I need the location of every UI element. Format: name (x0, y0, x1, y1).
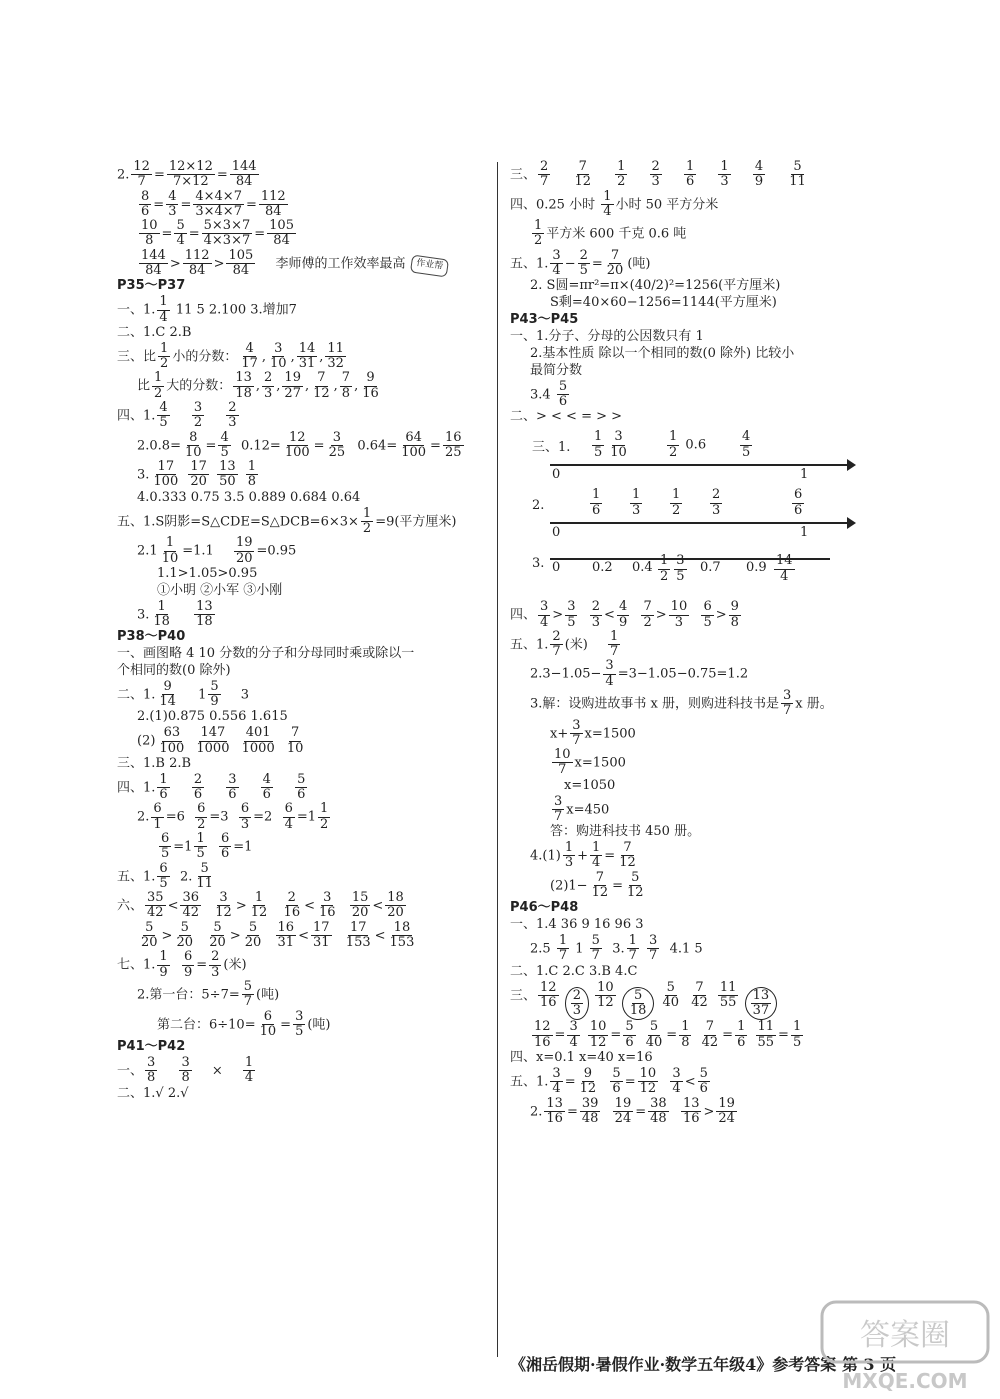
answer-line: 2.(1)0.875 0.556 1.615 (137, 709, 288, 725)
watermark-url: MXQE.COM (842, 1369, 968, 1393)
answer-text: x=450 (566, 801, 610, 817)
number-line-axis (550, 464, 850, 466)
answer-line: 2. S圆=πr²=π×(40/2)²=1256(平方厘米) (530, 278, 781, 294)
section-heading: P41～P42 (117, 1039, 186, 1055)
answer-text: 11 5 2.100 3.增加7 (175, 302, 297, 318)
answer-text: 李师傅的工作效率最高 (275, 256, 406, 272)
answer-text: 五、1. (510, 256, 549, 272)
arrow-icon (847, 459, 856, 471)
answer-text: 2.3−1.05− (530, 666, 602, 682)
answer-line: 三、比 $\frac{1}{2}$ 小的分数： $\frac{4}{17}$ , $\frac{3}{10}$ , $\frac{14}{31}$ , $\frac{11}{32}$ (117, 340, 344, 372)
answer-line: (2) $\frac{63}{100}$ $\frac{147}{1000}$ $\frac{401}{1000}$ $\frac{7}{10}$ (137, 725, 304, 756)
answer-line: 4.0.333 0.75 3.5 0.889 0.684 0.64 (137, 489, 361, 505)
answer-text: 小时 50 平方分米 (615, 196, 719, 212)
answer-line (550, 778, 890, 795)
answer-line: 2.5 $\frac{1}{7}$ 1 $\frac{5}{7}$ 3. $\frac{1}{7}$ $\frac{3}{7}$ 4.1 5 (530, 933, 703, 964)
answer-line: 四、 $\frac{3}{4}$ > $\frac{3}{5}$ $\frac{2}{3}$ < $\frac{4}{9}$ $\frac{7}{2}$ > $\frac{10}{3}$ $\frac{6}{5}$ > $\frac{9}{8}$ (510, 599, 739, 630)
answer-line: 二、1.C 2.B (117, 324, 192, 340)
answer-line: $\frac{1}{2}$ 平方米 600 千克 0.6 吨 (534, 218, 687, 249)
answer-line: 六、 $\frac{35}{42}$ < $\frac{36}{42}$ $\frac{3}{12}$ > $\frac{1}{12}$ $\frac{2}{16}$ < $\frac{3}{16}$ $\frac{15}{20}$ < $\frac{18}{20}$ (117, 890, 404, 921)
answer-text: 小的分数： (172, 349, 238, 365)
section-heading: P38～P40 (117, 629, 186, 645)
answer-line: 三、 $\frac{2}{7}$ $\frac{7}{12}$ $\frac{1}{2}$ $\frac{2}{3}$ $\frac{1}{6}$ $\frac{1}{3}$ $\frac{4}{9}$ $\frac{5}{11}$ (510, 159, 806, 190)
answer-line: 一、1.分子、分母的公因数只有 1 (510, 329, 704, 345)
answer-text: (吨) (256, 987, 280, 1003)
answer-line: 五、1. $\frac{3}{4}$ = $\frac{9}{12}$ $\frac{5}{6}$ = $\frac{10}{12}$ $\frac{3}{4}$ < $\frac{5}{6}$ (510, 1065, 708, 1097)
left-column (117, 160, 487, 1103)
answer-line: (2)1− $\frac{7}{12}$ = $\frac{5}{12}$ (550, 869, 644, 901)
answer-line: $\frac{10}{7}$ x=1500 (554, 747, 626, 778)
number-line: 三、1. $\frac{1}{5}$ $\frac{3}{10}$ $\frac{1}{2}$ 0.6 $\frac{4}{5}$ 0 1 (510, 430, 890, 484)
answer-text: (吨) (307, 1016, 331, 1032)
answer-line: 答：购进科技书 450 册。 (550, 824, 701, 840)
answer-line: 三、1.B 2.B (117, 755, 192, 771)
answer-line: $\frac{6}{5}$ =1 $\frac{1}{5}$ $\frac{6}{6}$ =1 (161, 831, 253, 862)
answer-text: 比 (143, 349, 157, 365)
answer-line: 三、 $\frac{12}{16}$ 2 3 $\frac{10}{12}$ 5 18 $\frac{5}{40}$ $\frac{7}{42}$ $\frac{11}{55}$ 13 37 (510, 981, 890, 1021)
answer-text: 五、1.S阴影=S△CDE=S△DCB=6×3× (117, 513, 359, 529)
answer-line: 2.1 $\frac{1}{10}$ =1.1 $\frac{19}{20}$ =0.95 (137, 535, 297, 566)
answer-line: 四、x=0.1 x=40 x=16 (510, 1050, 653, 1066)
right-column (510, 160, 890, 1126)
answer-line: 3.4 $\frac{5}{6}$ (530, 378, 568, 410)
answer-line: 一、1. $\frac{1}{4}$ 11 5 2.100 3.增加7 (117, 294, 297, 325)
answer-line: S剩=40×60−1256=1144(平方厘米) (550, 295, 777, 311)
answer-line: 比 $\frac{1}{2}$ 大的分数： $\frac{13}{18}$ , $\frac{2}{3}$ , $\frac{19}{27}$ , $\frac{7}{12}$ , $\frac{7}{8}$ , $\frac{9}{16}$ (137, 370, 379, 401)
answer-text: 三、1. (532, 440, 571, 456)
number-line: 2. $\frac{1}{6}$ $\frac{1}{3}$ $\frac{1}{2}$ $\frac{2}{3}$ $\frac{6}{6}$ 0 1 (510, 488, 890, 542)
answer-text: 3. (532, 556, 545, 572)
column-divider (497, 162, 498, 1357)
answer-text: 平方米 600 千克 0.6 吨 (546, 226, 687, 242)
number-line: 3. 0 0.2 0.4 $\frac{1}{2}$ $\frac{3}{5}$ 0.7 0.9 $\frac{14}{4}$ (510, 546, 890, 596)
stamp-mark: 作业帮 (410, 255, 449, 278)
answer-line: 3.解：设购进故事书 x 册，则购进科技书是 $\frac{3}{7}$ x 册。 (530, 687, 833, 719)
answer-text: (吨) (627, 256, 651, 272)
answer-line: $\frac{144}{84}$ > $\frac{112}{84}$ > $\frac{105}{84}$ 李师傅的工作效率最高 作业帮 (137, 249, 487, 279)
answer-line: 一、1.4 36 9 16 96 3 (510, 917, 644, 933)
answer-text: x=1050 (564, 777, 616, 793)
answer-line: 一、画图略 4 10 分数的分子和分母同时乘或除以一 (117, 646, 415, 662)
answer-line: 3. $\frac{1}{18}$ $\frac{13}{18}$ (137, 598, 213, 629)
answer-line: 五、1. $\frac{3}{4}$ − $\frac{2}{5}$ = $\frac{7}{20}$ (吨) (510, 247, 651, 279)
answer-text: × (211, 1063, 223, 1079)
answer-line: 一、 $\frac{3}{8}$ $\frac{3}{8}$ × $\frac{1}{4}$ (117, 1055, 254, 1086)
answer-text: 四、0.25 小时 (510, 196, 596, 212)
answer-line: $\frac{8}{6}$ = $\frac{4}{3}$ = $\frac{4\times 4\times 7}{3\times 4\times 7}$ = $\frac{112}{84}$ (141, 188, 286, 219)
answer-text: 三、 (510, 167, 537, 183)
answer-line: 四、0.25 小时 $\frac{1}{4}$ 小时 50 平方分米 (510, 188, 719, 219)
answer-line: 二、> < < = > > (510, 409, 623, 425)
answer-line: 4.(1) $\frac{1}{3}$ + $\frac{1}{4}$ = $\frac{7}{12}$ (530, 840, 636, 871)
answer-line: 七、1. $\frac{1}{9}$ $\frac{6}{9}$ = $\frac{2}{3}$ (米) (117, 949, 247, 980)
answer-line: 个相同的数(0 除外) (117, 662, 231, 678)
answer-text: x 册。 (795, 696, 833, 712)
answer-text: 2.5 (530, 941, 551, 957)
answer-line: 二、1.C 2.C 3.B 4.C (510, 963, 638, 979)
answer-line: $\frac{12}{16}$ = $\frac{3}{4}$ $\frac{10}{12}$ = $\frac{5}{6}$ $\frac{5}{40}$ = $\frac{1}{8}$ $\frac{7}{42}$ = $\frac{1}{6}$ $\frac{11}{55}$ = $\frac{1}{5}$ (534, 1019, 802, 1050)
answer-line: 第二台：6÷10= $\frac{6}{10}$ = $\frac{3}{5}$ (吨) (157, 1008, 331, 1039)
watermark-logo (820, 1300, 990, 1395)
answer-line: 最简分数 (530, 362, 583, 378)
answer-line: 四、1. $\frac{4}{5}$ $\frac{3}{2}$ $\frac{2}{3}$ (117, 399, 237, 431)
answer-line: 四、1. $\frac{1}{6}$ $\frac{2}{6}$ $\frac{3}{6}$ $\frac{4}{6}$ $\frac{5}{6}$ (117, 771, 306, 803)
answer-line: 2.基本性质 除以一个相同的数(0 除外) 比较小 (530, 345, 795, 361)
answer-line: 2. $\frac{12}{7}$ = $\frac{12\times 12}{7\times 12}$ = $\frac{144}{84}$ (117, 159, 257, 190)
answer-line: $\frac{3}{7}$ x=450 (554, 793, 610, 824)
section-heading: P46～P48 (510, 900, 579, 916)
answer-line: 2. $\frac{6}{1}$ =6 $\frac{6}{2}$ =3 $\frac{6}{3}$ =2 $\frac{6}{4}$ =1 $\frac{1}{2}$ (137, 801, 329, 832)
answer-line: ①小明 ②小军 ③小刚 (157, 582, 283, 598)
answer-text: =9(平方厘米) (375, 513, 457, 529)
answer-line: $\frac{10}{8}$ = $\frac{5}{4}$ = $\frac{5\times 3\times 7}{4\times 3\times 7}$ = $\frac{105}{84}$ (141, 218, 294, 249)
answer-line: 二、1. $\frac{9}{14}$ 1 $\frac{5}{9}$ 3 (117, 678, 250, 710)
answer-text: 2. (532, 498, 545, 514)
answer-line: 2.3−1.05− $\frac{3}{4}$ =3−1.05−0.75=1.2 (530, 658, 749, 689)
answer-line: 2. $\frac{13}{16}$ = $\frac{39}{48}$ $\frac{19}{24}$ = $\frac{38}{48}$ $\frac{13}{16}$ > $\frac{19}{24}$ (530, 1095, 735, 1126)
arrow-icon (847, 517, 856, 529)
answer-line: 1.1>1.05>0.95 (157, 565, 258, 581)
answer-text: 第二台：6÷10= (157, 1016, 256, 1032)
answer-line: 二、1.√ 2.√ (117, 1085, 189, 1101)
answer-line: $\frac{5}{20}$ > $\frac{5}{20}$ $\frac{5}{20}$ > $\frac{5}{20}$ $\frac{16}{31}$ < $\frac{17}{31}$ $\frac{17}{153}$ < $\frac{18}{153}$ (141, 919, 415, 951)
section-heading: P35～P37 (117, 278, 186, 294)
answer-line: 2.0.8= $\frac{8}{10}$ = $\frac{4}{5}$ 0.12= $\frac{12}{100}$ = $\frac{3}{25}$ 0.64= $\frac{64}{100}$ = $\frac{16}{25}$ (137, 429, 462, 460)
answer-text: =3−1.05−0.75=1.2 (617, 666, 749, 682)
answer-text: =1500 (581, 755, 626, 771)
answer-line: x+ $\frac{3}{7}$ x=1500 (550, 717, 636, 748)
answer-line: 五、1.S阴影=S△CDE=S△DCB=6×3× $\frac{1}{2}$ =9(平方厘米) (117, 505, 457, 536)
answer-line: 五、1. $\frac{2}{7}$ (米) $\frac{1}{7}$ (510, 628, 619, 660)
watermark-logo-text: 答案圈 (860, 1318, 950, 1353)
answer-line: 五、1. $\frac{6}{5}$ 2. $\frac{5}{11}$ (117, 860, 213, 891)
answer-line: 3. $\frac{17}{100}$ $\frac{17}{20}$ $\frac{13}{50}$ $\frac{1}{8}$ (137, 459, 257, 490)
answer-text: 3.解：设购进故事书 x 册，则购进科技书是 (530, 696, 779, 712)
answer-text: 4.1 5 (669, 941, 703, 957)
section-heading: P43～P45 (510, 312, 579, 328)
page-footer: 《湘岳假期·暑假作业·数学五年级4》参考答案 第 3 页 (510, 1355, 897, 1374)
answer-text: 大的分数： (166, 378, 232, 394)
answer-text: 3.4 (530, 387, 551, 403)
answer-text: (米) (223, 957, 247, 973)
number-line-axis (550, 522, 850, 524)
answer-line: 2.第一台：5÷7= $\frac{5}{7}$ (吨) (137, 978, 280, 1010)
